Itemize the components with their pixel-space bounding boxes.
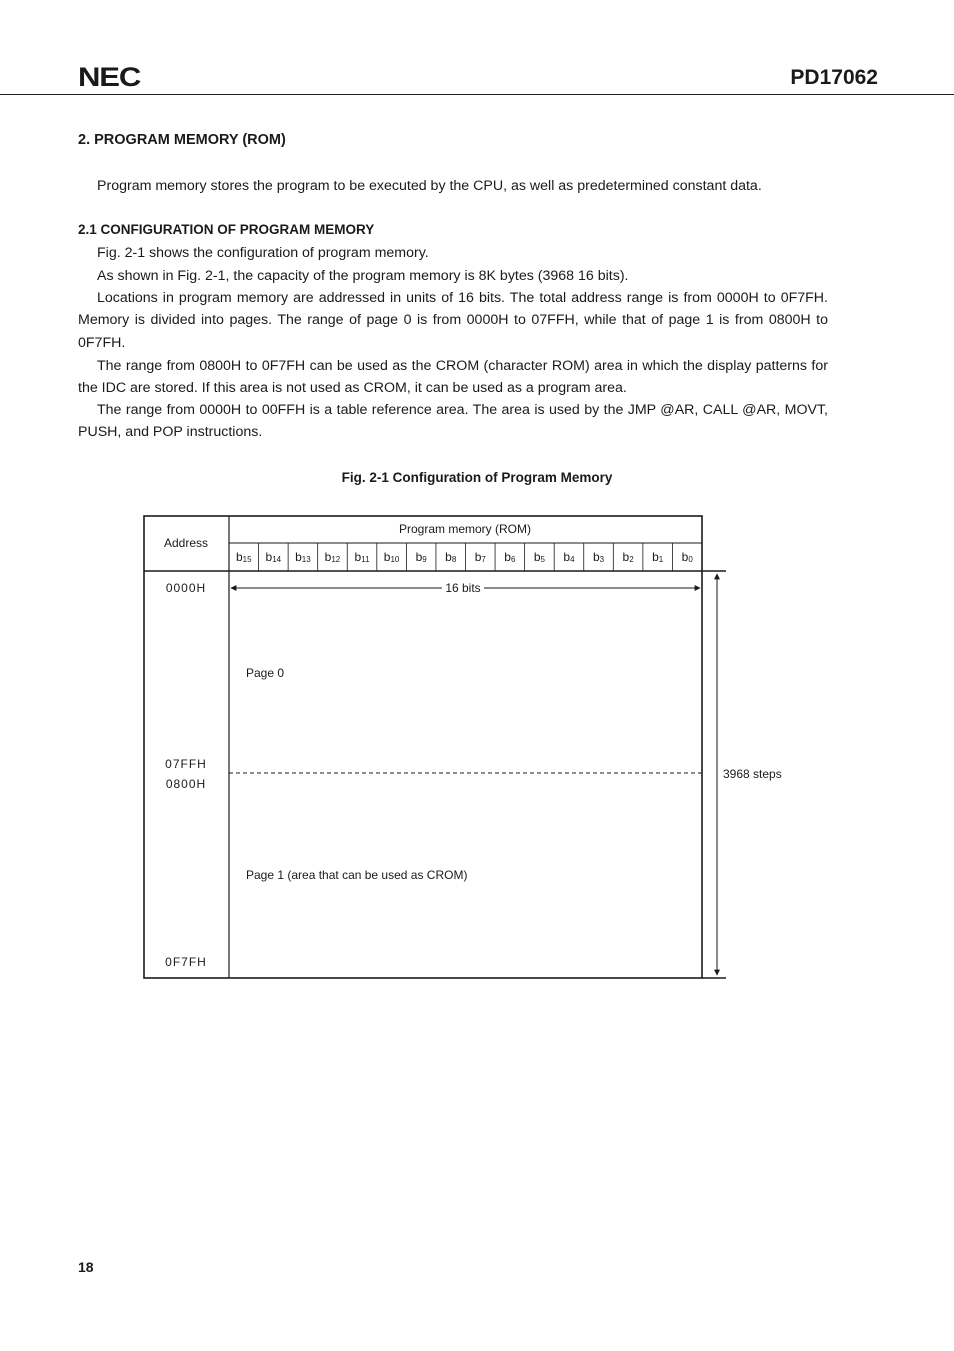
address-end: 0F7FH	[165, 955, 207, 969]
steps-label: 3968 steps	[723, 767, 782, 781]
page-number: 18	[78, 1259, 94, 1275]
width-label: 16 bits	[445, 581, 481, 595]
bit-columns	[259, 543, 673, 571]
bit-label-b3: b3	[592, 550, 605, 564]
paragraph-3: Locations in program memory are addressed in units of 16 bits. The total address range is from 0000H to 0F7FH. Memory is divided into pages. The range of page 0 is from 0000H to 07FFH, while that of page 1 is from 0800H to 0F7FH.	[78, 290, 828, 351]
bit-labels	[236, 550, 693, 564]
bit-label-b0: b0	[681, 550, 693, 564]
paragraph-4: The range from 0800H to 0F7FH can be used as the CROM (character ROM) area in which the display patterns for the IDC are stored. If this area is not used as CROM, it can be used as a program area.	[78, 358, 828, 397]
bit-label-b5: b5	[533, 550, 545, 564]
diagram-frame	[144, 516, 702, 978]
paragraph-1: Fig. 2-1 shows the configuration of program memory.	[97, 245, 429, 261]
bit-label-b7: b7	[474, 550, 486, 564]
address-header: Address	[163, 536, 209, 550]
bit-label-b4: b4	[563, 550, 575, 564]
subsection-heading: 2.1 CONFIGURATION OF PROGRAM MEMORY	[78, 222, 375, 237]
section-intro: Program memory stores the program to be executed by the CPU, as well as predetermined constant data.	[97, 178, 762, 194]
bit-label-b2: b2	[622, 550, 634, 564]
bit-label-b14: b14	[265, 550, 282, 564]
bit-label-b11: b11	[354, 550, 370, 564]
bit-label-b6: b6	[504, 550, 516, 564]
page1-label: Page 1 (area that can be used as CROM)	[246, 868, 468, 882]
document-id: PD17062	[790, 66, 878, 89]
address-page1-start: 0800H	[165, 777, 207, 791]
bit-label-b12: b12	[324, 550, 341, 564]
bit-label-b10: b10	[383, 550, 400, 564]
bit-label-b9: b9	[415, 550, 427, 564]
bit-label-b8: b8	[445, 550, 457, 564]
memory-header: Program memory (ROM)	[398, 522, 532, 536]
bit-label-b1: b1	[652, 550, 664, 564]
figure-caption: Fig. 2-1 Configuration of Program Memory	[341, 470, 613, 485]
bit-label-b13: b13	[295, 550, 311, 564]
page0-label: Page 0	[246, 666, 285, 680]
section-heading: 2. PROGRAM MEMORY (ROM)	[78, 132, 286, 148]
paragraph-5: The range from 0000H to 00FFH is a table reference area. The area is used by the JMP @AR, CALL @AR, MOVT, PUSH, and POP instructions.	[78, 402, 828, 441]
paragraph-2: As shown in Fig. 2-1, the capacity of the program memory is 8K bytes (3968 16 bits).	[97, 268, 629, 284]
address-page0-end: 07FFH	[165, 757, 207, 771]
nec-logo: NEC	[78, 62, 141, 92]
bit-label-b15: b15	[235, 550, 252, 564]
address-start: 0000H	[165, 581, 207, 595]
